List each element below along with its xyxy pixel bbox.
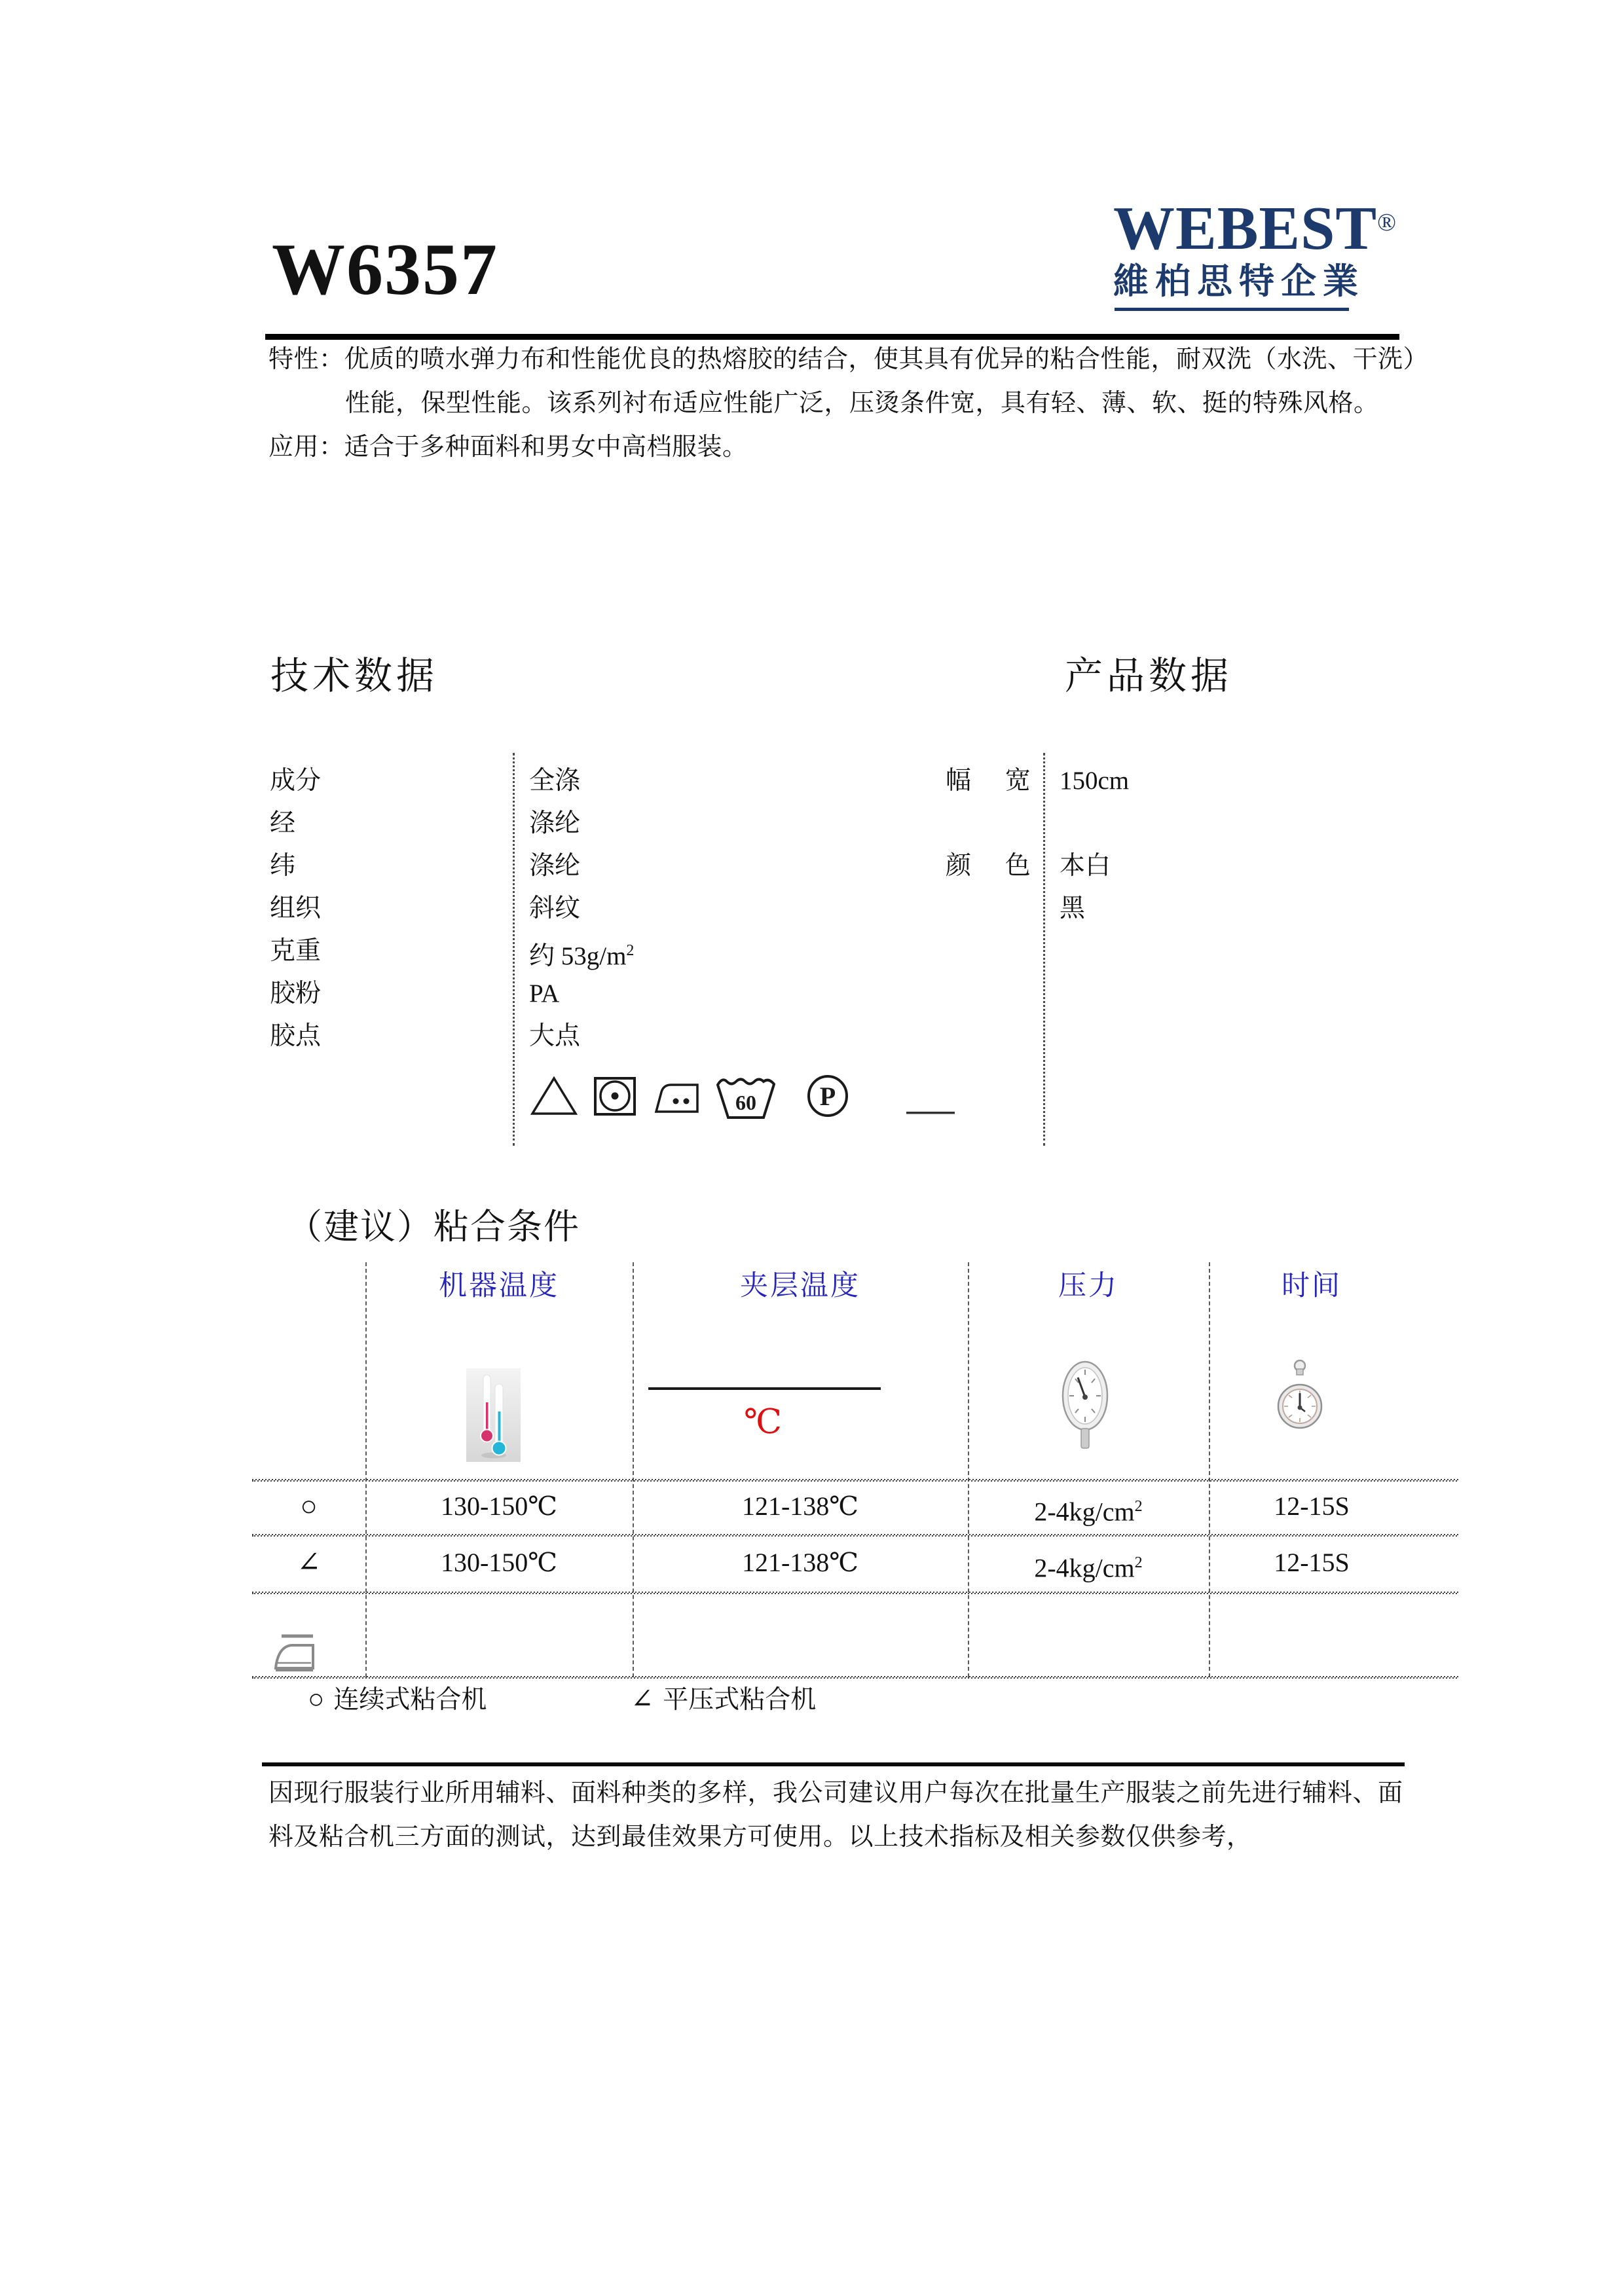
feature-line-1: 特性：优质的喷水弹力布和性能优良的热熔胶的结合，使其具有优异的粘合性能，耐双洗（水洗、干洗） [268,346,1429,373]
bonding-col-line-1 [365,1262,367,1677]
bonding-conditions-title: （建议）粘合条件 [287,1207,580,1247]
tumble-dry-icon [593,1075,637,1117]
tech-row-value: 大点 [529,1022,581,1050]
tech-row-value: 涤纶 [529,852,581,880]
weight-value: 约 53g/m [529,942,627,970]
wash-60-icon [715,1072,777,1120]
tech-row-value: PA [529,979,560,1008]
footer-divider [262,1762,1405,1766]
tech-row-label: 成分 [270,767,322,795]
color-value-1: 本白 [1060,852,1111,880]
tech-row-label: 胶粉 [270,979,322,1008]
stopwatch-icon [1277,1359,1323,1438]
pressure-value [968,1534,1209,1592]
width-label: 幅 宽 [946,767,1032,795]
bonding-row-symbol: ○ [300,1490,318,1522]
tech-table-divider [513,753,515,1146]
dry-clean-p-icon [805,1074,850,1118]
bonding-header-machine-temp: 机器温度 [439,1271,559,1302]
legend-symbol: ○ [308,1685,325,1715]
tech-row-value: 全涤 [529,767,581,795]
bonding-col-line-3 [968,1262,969,1677]
company-logo [1113,191,1401,302]
bonding-header-time: 时间 [1282,1271,1342,1302]
tech-row-label: 组织 [270,894,322,922]
bonding-col-line-2 [633,1262,634,1677]
machine-temp-value: 130-150℃ [440,1491,558,1521]
pressure-text: 2-4kg/cm [1034,1497,1135,1527]
legend-continuous-press [308,1683,487,1717]
width-value: 150cm [1060,767,1130,795]
registered-trademark-icon: ® [1377,209,1397,236]
celsius-symbol: ℃ [743,1404,783,1441]
bleach-triangle-icon [529,1075,579,1117]
logo-underline [1115,308,1349,311]
weight-value-sup: 2 [626,942,635,959]
pressure-text: 2-4kg/cm [1034,1553,1135,1583]
tech-row-value: 斜纹 [529,894,581,922]
pressure-value [968,1479,1209,1534]
product-data-title: 产品数据 [1065,655,1233,697]
application-line: 应用：适合于多种面料和男女中高档服装。 [268,433,748,461]
legend-symbol: ∠ [631,1685,654,1715]
interlayer-temp-line [648,1387,881,1390]
tech-row-label: 纬 [270,852,296,880]
company-name: 維柏思特企業 [1113,262,1365,301]
color-value-2: 黑 [1060,894,1086,922]
header-divider [265,334,1399,340]
thermometer-icon [466,1368,521,1465]
bonding-col-line-4 [1209,1262,1210,1677]
care-symbols-row [529,1070,974,1122]
bonding-row-symbol: ∠ [297,1546,321,1578]
interlayer-temp-value: 121-138℃ [741,1548,859,1577]
product-table-divider [1043,753,1045,1146]
dry-flat-line-icon [905,1075,956,1117]
iron-two-dots-icon [652,1075,702,1117]
time-value: 12-15S [1274,1548,1350,1577]
legend-label: 平压式粘合机 [663,1686,817,1714]
bonding-header-pressure: 压力 [1058,1271,1118,1302]
color-label: 颜 色 [946,852,1032,880]
footer-line-1: 因现行服装行业所用辅料、面料种类的多样，我公司建议用户每次在批量生产服装之前先进行辅料、面 [268,1779,1403,1807]
tech-row-label: 经 [270,809,296,837]
machine-temp-value: 130-150℃ [440,1548,558,1577]
brand-wordmark [1113,191,1401,263]
pressure-sup: 2 [1134,1498,1143,1515]
pressure-sup: 2 [1134,1554,1143,1571]
iron-icon [271,1630,322,1679]
tech-row-label: 克重 [270,937,322,965]
pressure-gauge-icon [1061,1359,1109,1455]
wash-temp-label: 60 [735,1091,756,1114]
dry-clean-letter: P [819,1082,836,1111]
page-title: W6357 [272,229,498,310]
tech-row-value: 涤纶 [529,809,581,837]
legend-flat-press [631,1683,816,1717]
brand-name: WEBEST [1113,194,1378,263]
tech-row-value [529,930,634,972]
tech-data-title: 技术数据 [270,655,439,697]
bonding-row-line-4 [252,1676,1459,1679]
footer-line-2: 料及粘合机三方面的测试，达到最佳效果方可使用。以上技术指标及相关参数仅供参考， [268,1823,1252,1851]
bonding-row-line-3 [252,1592,1459,1594]
tech-row-label: 胶点 [270,1022,322,1050]
interlayer-temp-value: 121-138℃ [741,1491,859,1521]
feature-line-2: 性能，保型性能。该系列衬布适应性能广泛，压烫条件宽，具有轻、薄、软、挺的特殊风格。 [345,390,1379,417]
time-value: 12-15S [1274,1491,1350,1521]
legend-label: 连续式粘合机 [333,1686,487,1714]
bonding-header-interlayer-temp: 夹层温度 [740,1271,860,1302]
